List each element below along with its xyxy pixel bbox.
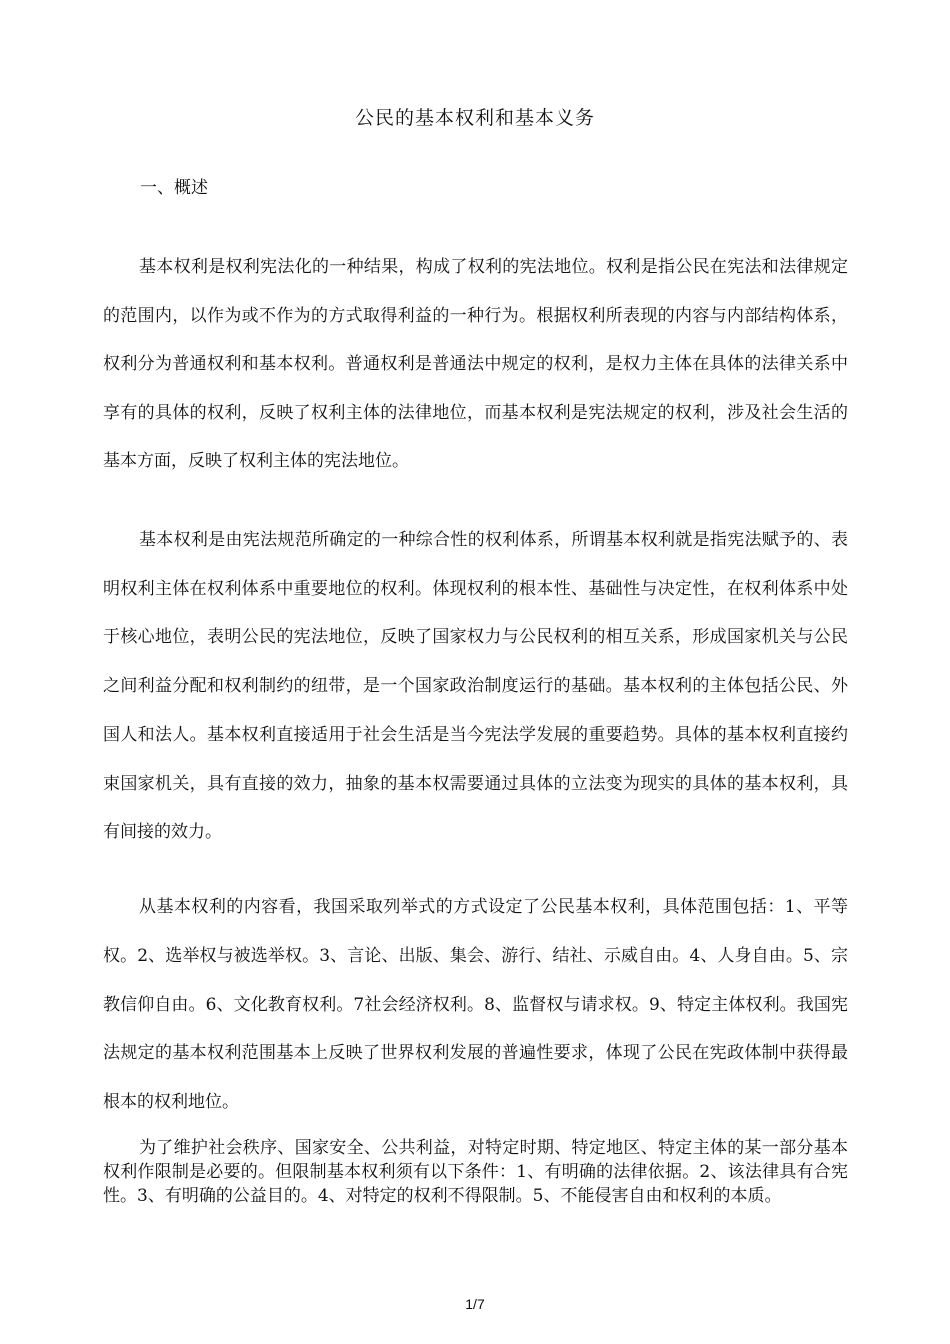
paragraph-4: 为了维护社会秩序、国家安全、公共利益，对特定时期、特定地区、特定主体的某一部分基本权利作限制是必要的。但限制基本权利须有以下条件：1、有明确的法律依据。2、该法律具有合宪性。3、有明确的公益目的。4、对特定的权利不得限制。5、不能侵害自由和权利的本质。 bbox=[103, 1138, 848, 1206]
page-number: 1/7 bbox=[465, 1296, 485, 1312]
document-title: 公民的基本权利和基本义务 bbox=[354, 107, 595, 129]
paragraph-2: 基本权利是由宪法规范所确定的一种综合性的权利体系，所谓基本权利就是指宪法赋予的、表明权利主体在权利体系中重要地位的权利。体现权利的根本性、基础性与决定性，在权利体系中处于核心地位，表明公民的宪法地位，反映了国家权力与公民权利的相互关系，形成国家机关与公民之间利益分配和权利制约的纽带，是一个国家政治制度运行的基础。基本权利的主体包括公民、外国人和法人。基本权利直接适用于社会生活是当今宪法学发展的重要趋势。具体的基本权利直接约束国家机关，具有直接的效力，抽象的基本权需要通过具体的立法变为现实的具体的基本权利，具有间接的效力。 bbox=[103, 530, 848, 843]
section-heading: 一、概述 bbox=[140, 178, 208, 198]
paragraph-1: 基本权利是权利宪法化的一种结果，构成了权利的宪法地位。权利是指公民在宪法和法律规定的范围内，以作为或不作为的方式取得利益的一种行为。根据权利所表现的内容与内部结构体系，权利分为普通权利和基本权利。普通权利是普通法中规定的权利，是权力主体在具体的法律关系中享有的具体的权利，反映了权利主体的法律地位，而基本权利是宪法规定的权利，涉及社会生活的基本方面，反映了权利主体的宪法地位。 bbox=[103, 257, 848, 471]
paragraph-3: 从基本权利的内容看，我国采取列举式的方式设定了公民基本权利，具体范围包括：1、平等权。2、选举权与被选举权。3、言论、出版、集会、游行、结社、示威自由。4、人身自由。5、宗教信仰自由。6、文化教育权利。7社会经济权利。8、监督权与请求权。9、特定主体权利。我国宪法规定的基本权利范围基本上反映了世界权利发展的普遍性要求，体现了公民在宪政体制中获得最根本的权利地位。 bbox=[103, 897, 848, 1113]
